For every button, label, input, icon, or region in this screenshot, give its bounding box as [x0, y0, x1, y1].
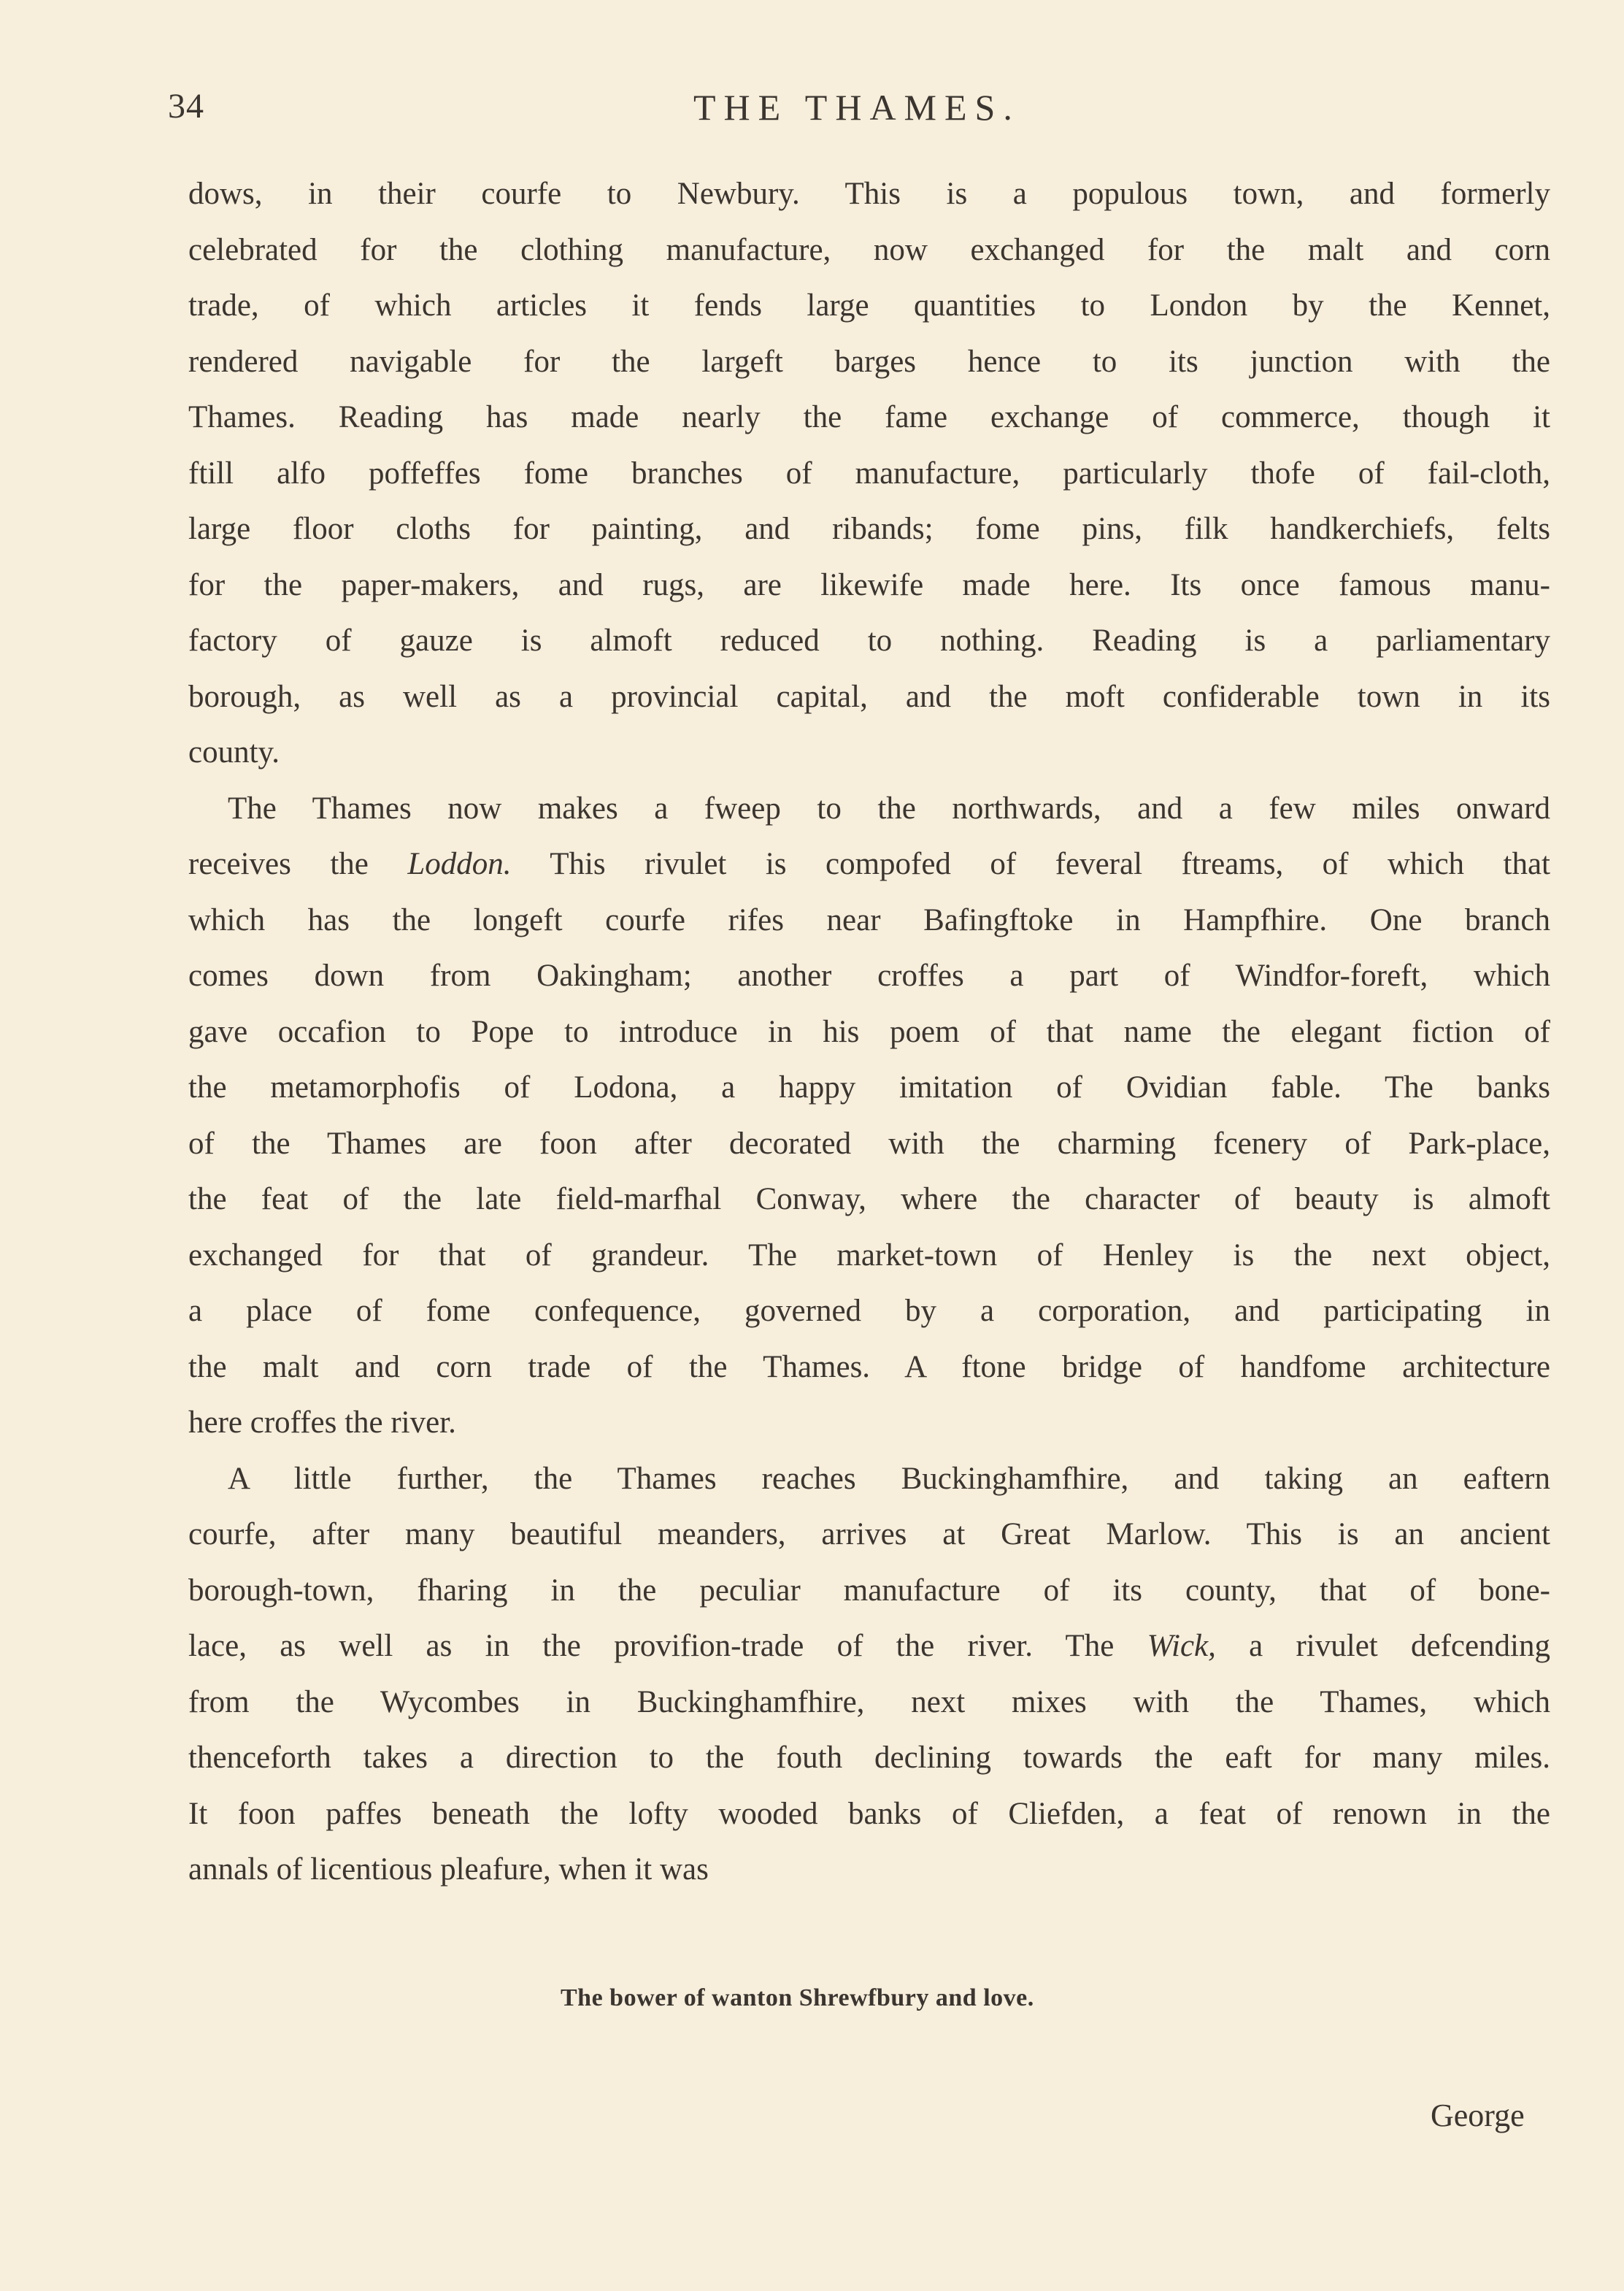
text-line: comes down from Oakingham; another croffes a part of Windfor-foreft, which: [188, 959, 1550, 993]
text-line: of the Thames are foon after decorated with the charming fcenery of Park-place,: [188, 1126, 1550, 1161]
text-line: which has the longeft courfe rifes near Bafingftoke in Hampfhire. One branch: [188, 902, 1550, 937]
text-line: from the Wycombes in Buckinghamfhire, next mixes with the Thames, which: [188, 1684, 1550, 1719]
running-head: [168, 86, 1482, 145]
text-line: It foon paffes beneath the lofty wooded banks of Cliefden, a feat of renown in the: [188, 1796, 1550, 1831]
text-line: borough, as well as a provincial capital, and the moft confiderable town in its: [188, 679, 1550, 714]
italic-place-name: Wick,: [1147, 1629, 1216, 1663]
body-text: [188, 166, 1550, 1898]
text-line: county.: [188, 735, 280, 770]
text-line: Thames. Reading has made nearly the fame exchange of commerce, though it: [188, 400, 1550, 434]
text-line: gave occafion to Pope to introduce in his poem of that name the elegant fiction of: [188, 1014, 1550, 1049]
text-line: celebrated for the clothing manufacture, now exchanged for the malt and corn: [188, 232, 1550, 267]
text-line: [188, 837, 1550, 893]
text-line: annals of licentious pleafure, when it was: [188, 1852, 709, 1887]
text-line: borough-town, fharing in the peculiar manufacture of its county, that of bone-: [188, 1573, 1550, 1608]
text-line: dows, in their courfe to Newbury. This is a populous town, and formerly: [188, 177, 1550, 211]
text-line: factory of gauze is almoft reduced to nothing. Reading is a parliamentary: [188, 623, 1550, 658]
text-line: here croffes the river.: [188, 1405, 456, 1440]
text-line: the malt and corn trade of the Thames. A ftone bridge of handfome architecture: [188, 1349, 1550, 1384]
text-segment: a rivulet defcending: [1215, 1629, 1550, 1663]
text-line: [188, 1619, 1550, 1675]
italic-place-name: Loddon.: [407, 847, 512, 881]
text-line: the metamorphofis of Lodona, a happy imitation of Ovidian fable. The banks: [188, 1070, 1550, 1105]
text-segment: receives the: [188, 847, 408, 881]
text-line: for the paper-makers, and rugs, are likewife made here. Its once famous manu-: [188, 567, 1550, 602]
text-line: thenceforth takes a direction to the fouth declining towards the eaft for many miles.: [188, 1741, 1550, 1775]
text-line: courfe, after many beautiful meanders, arrives at Great Marlow. This is an ancient: [188, 1517, 1550, 1551]
quoted-verse: The bower of wanton Shrewfbury and love.: [561, 1984, 1034, 2011]
running-title: THE THAMES.: [693, 87, 1020, 128]
text-line: a place of fome confequence, governed by a corporation, and participating in: [188, 1294, 1550, 1328]
text-line: rendered navigable for the largeft barges hence to its junction with the: [188, 344, 1550, 379]
text-segment: lace, as well as in the provifion-trade of the river. The: [188, 1629, 1147, 1663]
text-line: exchanged for that of grandeur. The market-town of Henley is the next object,: [188, 1237, 1550, 1273]
text-line: trade, of which articles it fends large quantities to London by the Kennet,: [188, 288, 1550, 323]
text-line: ftill alfo poffeffes fome branches of manufacture, particularly thofe of fail-cloth,: [188, 456, 1550, 491]
paragraph-first-line: A little further, the Thames reaches Buckinghamfhire, and taking an eaftern: [228, 1461, 1550, 1496]
text-line: the feat of the late field-marfhal Conway, where the character of beauty is almoft: [188, 1182, 1550, 1216]
catchword: George: [1431, 2098, 1525, 2133]
text-segment: This rivulet is compofed of feveral ftreams, of which that: [511, 847, 1551, 881]
page-number: 34: [168, 87, 204, 126]
paragraph-first-line: The Thames now makes a fweep to the northwards, and a few miles onward: [228, 791, 1550, 826]
text-line: large floor cloths for painting, and ribands; fome pins, filk handkerchiefs, felts: [188, 512, 1550, 546]
